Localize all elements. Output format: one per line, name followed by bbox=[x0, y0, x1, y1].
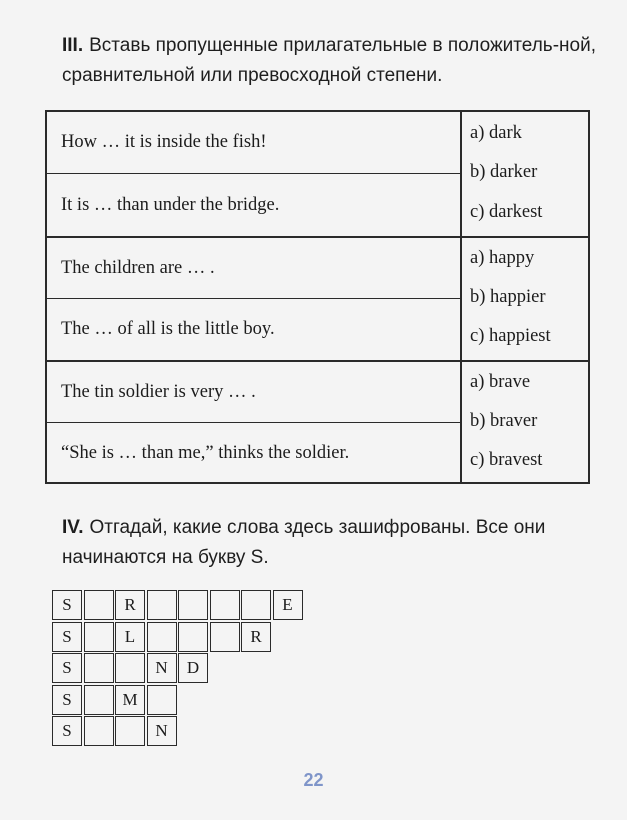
puzzle-empty-cell bbox=[210, 622, 240, 652]
options-column bbox=[462, 362, 588, 484]
puzzle-empty-cell bbox=[84, 622, 114, 652]
option: c) bravest bbox=[470, 450, 543, 471]
puzzle-empty-cell bbox=[115, 716, 145, 746]
puzzle-letter-cell: S bbox=[52, 685, 82, 715]
puzzle-empty-cell bbox=[178, 622, 208, 652]
sentence: The … of all is the little boy. bbox=[61, 319, 275, 339]
puzzle-letter-cell: N bbox=[147, 716, 177, 746]
task-3-instruction bbox=[62, 31, 602, 91]
puzzle-empty-cell bbox=[115, 653, 145, 683]
puzzle-letter-cell: S bbox=[52, 590, 82, 620]
puzzle-empty-cell bbox=[84, 716, 114, 746]
puzzle-empty-cell bbox=[84, 685, 114, 715]
puzzle-empty-cell bbox=[147, 622, 177, 652]
task-3-text: Вставь пропущенные прилагательные в положитель-ной, сравнительной или превосходной степени. bbox=[62, 35, 596, 86]
puzzle-empty-cell bbox=[178, 590, 208, 620]
puzzle-letter-cell: S bbox=[52, 716, 82, 746]
options-column bbox=[462, 238, 588, 360]
puzzle-empty-cell bbox=[241, 590, 271, 620]
table-group bbox=[47, 360, 588, 484]
puzzle-letter-cell: N bbox=[147, 653, 177, 683]
sentence: It is … than under the bridge. bbox=[61, 194, 280, 215]
puzzle-letter-cell: S bbox=[52, 653, 82, 683]
puzzle-letter-cell: E bbox=[273, 590, 303, 620]
sentence: How … it is inside the fish! bbox=[47, 112, 460, 174]
puzzle-letter-cell: M bbox=[115, 685, 145, 715]
sentence: The children are … . bbox=[47, 238, 460, 299]
puzzle-empty-cell bbox=[84, 590, 114, 620]
sentence-column bbox=[47, 362, 462, 484]
option: a) happy bbox=[470, 248, 535, 269]
task-4-instruction bbox=[62, 513, 602, 573]
option: b) braver bbox=[470, 411, 538, 432]
task-3-number: III. bbox=[62, 35, 84, 56]
puzzle-letter-cell: R bbox=[115, 590, 145, 620]
puzzle-letter-cell: D bbox=[178, 653, 208, 683]
puzzle-letter-cell: L bbox=[115, 622, 145, 652]
sentence: “She is … than me,” thinks the soldier. bbox=[61, 443, 350, 463]
option: c) darkest bbox=[470, 201, 543, 222]
option: c) happiest bbox=[470, 326, 551, 347]
sentence-column bbox=[47, 112, 462, 236]
option: a) dark bbox=[470, 122, 522, 143]
option: a) brave bbox=[470, 372, 531, 393]
option: b) happier bbox=[470, 287, 546, 308]
options-column bbox=[462, 112, 588, 236]
exercise-table bbox=[45, 110, 590, 484]
sentence: The tin soldier is very … . bbox=[47, 362, 460, 423]
puzzle-empty-cell bbox=[147, 685, 177, 715]
puzzle-empty-cell bbox=[147, 590, 177, 620]
puzzle-empty-cell bbox=[210, 590, 240, 620]
puzzle-letter-cell: R bbox=[241, 622, 271, 652]
sentence-column bbox=[47, 238, 462, 360]
puzzle-letter-cell: S bbox=[52, 622, 82, 652]
puzzle-empty-cell bbox=[84, 653, 114, 683]
task-4-number: IV. bbox=[62, 517, 84, 538]
page-number: 22 bbox=[303, 770, 324, 790]
table-group bbox=[47, 236, 588, 360]
option: b) darker bbox=[470, 162, 538, 183]
task-4-text: Отгадай, какие слова здесь зашифрованы. Все они начинаются на букву S. bbox=[62, 517, 546, 568]
table-group bbox=[47, 112, 588, 236]
